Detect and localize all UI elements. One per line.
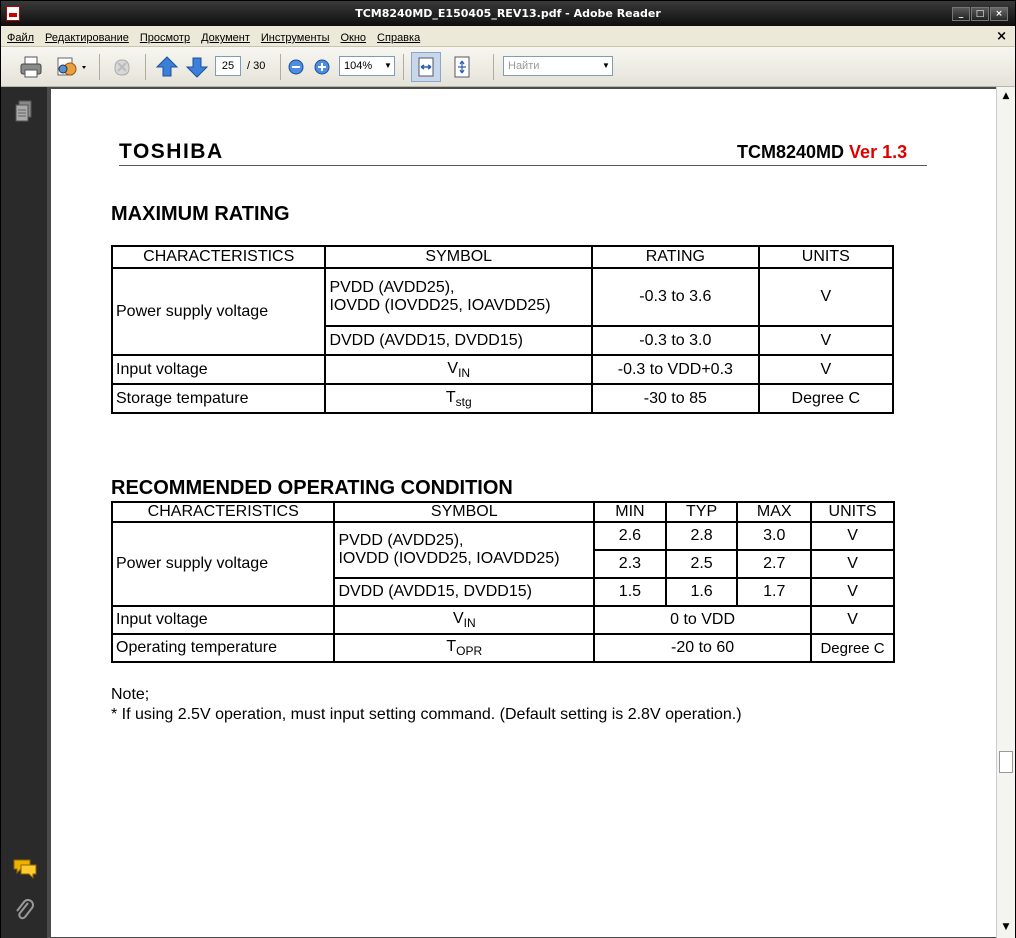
characteristic-cell: Input voltage	[112, 355, 325, 384]
window-title: TCM8240MD_E150405_REV13.pdf - Adobe Reader	[355, 7, 661, 20]
symbol-line: PVDD (AVDD25),	[338, 532, 464, 549]
units-cell: V	[811, 550, 894, 578]
symbol-cell	[325, 268, 592, 326]
max-rating-table	[111, 245, 894, 414]
units-cell: V	[759, 268, 893, 326]
menu-window[interactable]: Окно	[340, 32, 367, 44]
rating-cell: -0.3 to VDD+0.3	[592, 355, 759, 384]
header-units: UNITS	[811, 502, 894, 522]
zoom-out-button[interactable]	[287, 54, 305, 80]
table-row	[112, 606, 894, 634]
min-cell: 1.5	[594, 578, 666, 606]
page-number-input[interactable]: 25	[215, 56, 241, 76]
previous-page-button[interactable]	[154, 54, 180, 80]
symbol-cell	[334, 606, 594, 634]
units-cell: Degree C	[811, 634, 894, 662]
range-cell: -20 to 60	[594, 634, 811, 662]
symbol-cell	[325, 384, 592, 413]
toolbar-separator	[280, 54, 281, 80]
document-view[interactable]	[47, 87, 1015, 938]
navigation-panel	[1, 87, 47, 938]
table-row	[112, 634, 894, 662]
symbol-line: IOVDD (IOVDD25, IOAVDD25)	[329, 297, 551, 314]
comments-panel-button[interactable]	[12, 857, 38, 879]
header-rating: RATING	[592, 246, 759, 268]
pdf-page	[51, 89, 997, 937]
fit-page-button[interactable]	[449, 54, 475, 80]
header-characteristics: CHARACTERISTICS	[112, 246, 325, 268]
fit-page-icon	[449, 54, 475, 80]
symbol-cell	[334, 522, 594, 578]
fit-width-icon	[412, 53, 440, 81]
zoom-in-icon	[313, 54, 331, 80]
title-bar[interactable]	[1, 1, 1015, 26]
menu-edit[interactable]: Редактирование	[45, 32, 129, 44]
pages-icon	[14, 99, 34, 123]
units-cell: V	[759, 355, 893, 384]
section-title-operating: RECOMMENDED OPERATING CONDITION	[111, 477, 513, 499]
zoom-out-icon	[287, 54, 305, 80]
collaborate-icon	[53, 54, 89, 80]
symbol-cell: DVDD (AVDD15, DVDD15)	[334, 578, 594, 606]
header-max: MAX	[737, 502, 811, 522]
units-cell: V	[811, 522, 894, 550]
symbol-subscript: OPR	[456, 644, 483, 658]
typ-cell: 2.5	[666, 550, 738, 578]
characteristic-cell: Power supply voltage	[112, 268, 325, 355]
menu-document[interactable]: Документ	[201, 32, 250, 44]
zoom-select[interactable]	[339, 56, 395, 76]
max-cell: 2.7	[737, 550, 811, 578]
symbol-subscript: IN	[463, 616, 476, 630]
menu-view[interactable]: Просмотр	[139, 32, 191, 44]
menu-help[interactable]: Справка	[377, 32, 421, 44]
doc-header	[737, 142, 907, 163]
min-cell: 2.6	[594, 522, 666, 550]
find-placeholder: Найти	[508, 60, 540, 72]
hand-tool-button[interactable]	[109, 54, 135, 80]
hand-icon	[109, 54, 135, 80]
symbol-main: V	[452, 610, 464, 627]
units-cell: V	[759, 326, 893, 355]
next-page-button[interactable]	[184, 54, 210, 80]
header-rule	[119, 165, 927, 166]
max-cell: 1.7	[737, 578, 811, 606]
header-characteristics: CHARACTERISTICS	[112, 502, 334, 522]
rating-cell: -30 to 85	[592, 384, 759, 413]
toolbar	[1, 47, 1015, 87]
chevron-down-icon: ▼	[384, 61, 392, 70]
typ-cell: 2.8	[666, 522, 738, 550]
arrow-up-icon	[154, 54, 180, 80]
units-cell: Degree C	[759, 384, 893, 413]
toolbar-separator	[403, 54, 404, 80]
print-button[interactable]	[18, 54, 44, 80]
doc-version: Ver 1.3	[849, 142, 908, 162]
comments-icon	[12, 857, 38, 879]
characteristic-cell: Operating temperature	[112, 634, 334, 662]
operating-condition-table	[111, 501, 895, 663]
symbol-main: T	[446, 638, 457, 655]
note-text: * If using 2.5V operation, must input setting command. (Default setting is 2.8V operation.)	[111, 706, 742, 723]
symbol-line: PVDD (AVDD25),	[329, 279, 455, 296]
table-header-row	[112, 502, 894, 522]
range-cell: 0 to VDD	[594, 606, 811, 634]
symbol-subscript: stg	[455, 394, 472, 409]
scroll-down-arrow[interactable]: ▼	[1002, 922, 1010, 932]
symbol-line: IOVDD (IOVDD25, IOAVDD25)	[338, 550, 560, 567]
paperclip-icon	[13, 897, 35, 923]
menu-tools[interactable]: Инструменты	[260, 32, 330, 44]
share-button[interactable]	[53, 54, 89, 80]
symbol-cell: DVDD (AVDD15, DVDD15)	[325, 326, 592, 355]
attachments-panel-button[interactable]	[13, 897, 35, 923]
scroll-thumb[interactable]	[999, 751, 1013, 773]
find-input[interactable]	[503, 56, 613, 76]
units-cell: V	[811, 578, 894, 606]
symbol-cell	[334, 634, 594, 662]
pages-panel-button[interactable]	[14, 99, 34, 123]
chevron-down-icon: ▼	[602, 61, 610, 70]
table-row	[112, 268, 893, 326]
rating-cell: -0.3 to 3.0	[592, 326, 759, 355]
symbol-main: T	[445, 388, 456, 406]
toolbar-separator	[99, 54, 100, 80]
characteristic-cell: Power supply voltage	[112, 522, 334, 606]
table-header-row	[112, 246, 893, 268]
maximize-button[interactable]: □	[971, 7, 989, 21]
table-row	[112, 522, 894, 550]
typ-cell: 1.6	[666, 578, 738, 606]
zoom-value: 104%	[344, 60, 373, 72]
menu-bar	[1, 26, 1015, 47]
minimize-button[interactable]: _	[952, 7, 970, 21]
scroll-up-arrow[interactable]: ▲	[1002, 91, 1010, 101]
printer-icon	[18, 54, 44, 80]
min-cell: 2.3	[594, 550, 666, 578]
characteristic-cell: Storage tempature	[112, 384, 325, 413]
toolbar-separator	[145, 54, 146, 80]
rating-cell: -0.3 to 3.6	[592, 268, 759, 326]
menu-file[interactable]: Файл	[7, 32, 35, 44]
table-row	[112, 355, 893, 384]
header-units: UNITS	[759, 246, 893, 268]
doc-id: TCM8240MD	[737, 142, 845, 162]
toolbar-separator	[493, 54, 494, 80]
arrow-down-icon	[184, 54, 210, 80]
units-cell: V	[811, 606, 894, 634]
header-symbol: SYMBOL	[325, 246, 592, 268]
symbol-subscript: IN	[458, 365, 471, 380]
section-title-max-rating: MAXIMUM RATING	[111, 203, 290, 225]
brand-logo: TOSHIBA	[119, 140, 224, 163]
header-symbol: SYMBOL	[334, 502, 594, 522]
page-count: / 30	[247, 60, 266, 72]
zoom-in-button[interactable]	[313, 54, 331, 80]
header-min: MIN	[594, 502, 666, 522]
vertical-scrollbar[interactable]	[996, 87, 1015, 938]
fit-width-button[interactable]	[411, 52, 441, 82]
note-label: Note;	[111, 686, 150, 703]
symbol-cell	[325, 355, 592, 384]
symbol-main: V	[447, 359, 459, 377]
max-cell: 3.0	[737, 522, 811, 550]
table-row	[112, 384, 893, 413]
characteristic-cell: Input voltage	[112, 606, 334, 634]
close-window-button[interactable]: ×	[990, 7, 1008, 21]
close-document-button[interactable]: ×	[996, 29, 1007, 44]
header-typ: TYP	[666, 502, 738, 522]
